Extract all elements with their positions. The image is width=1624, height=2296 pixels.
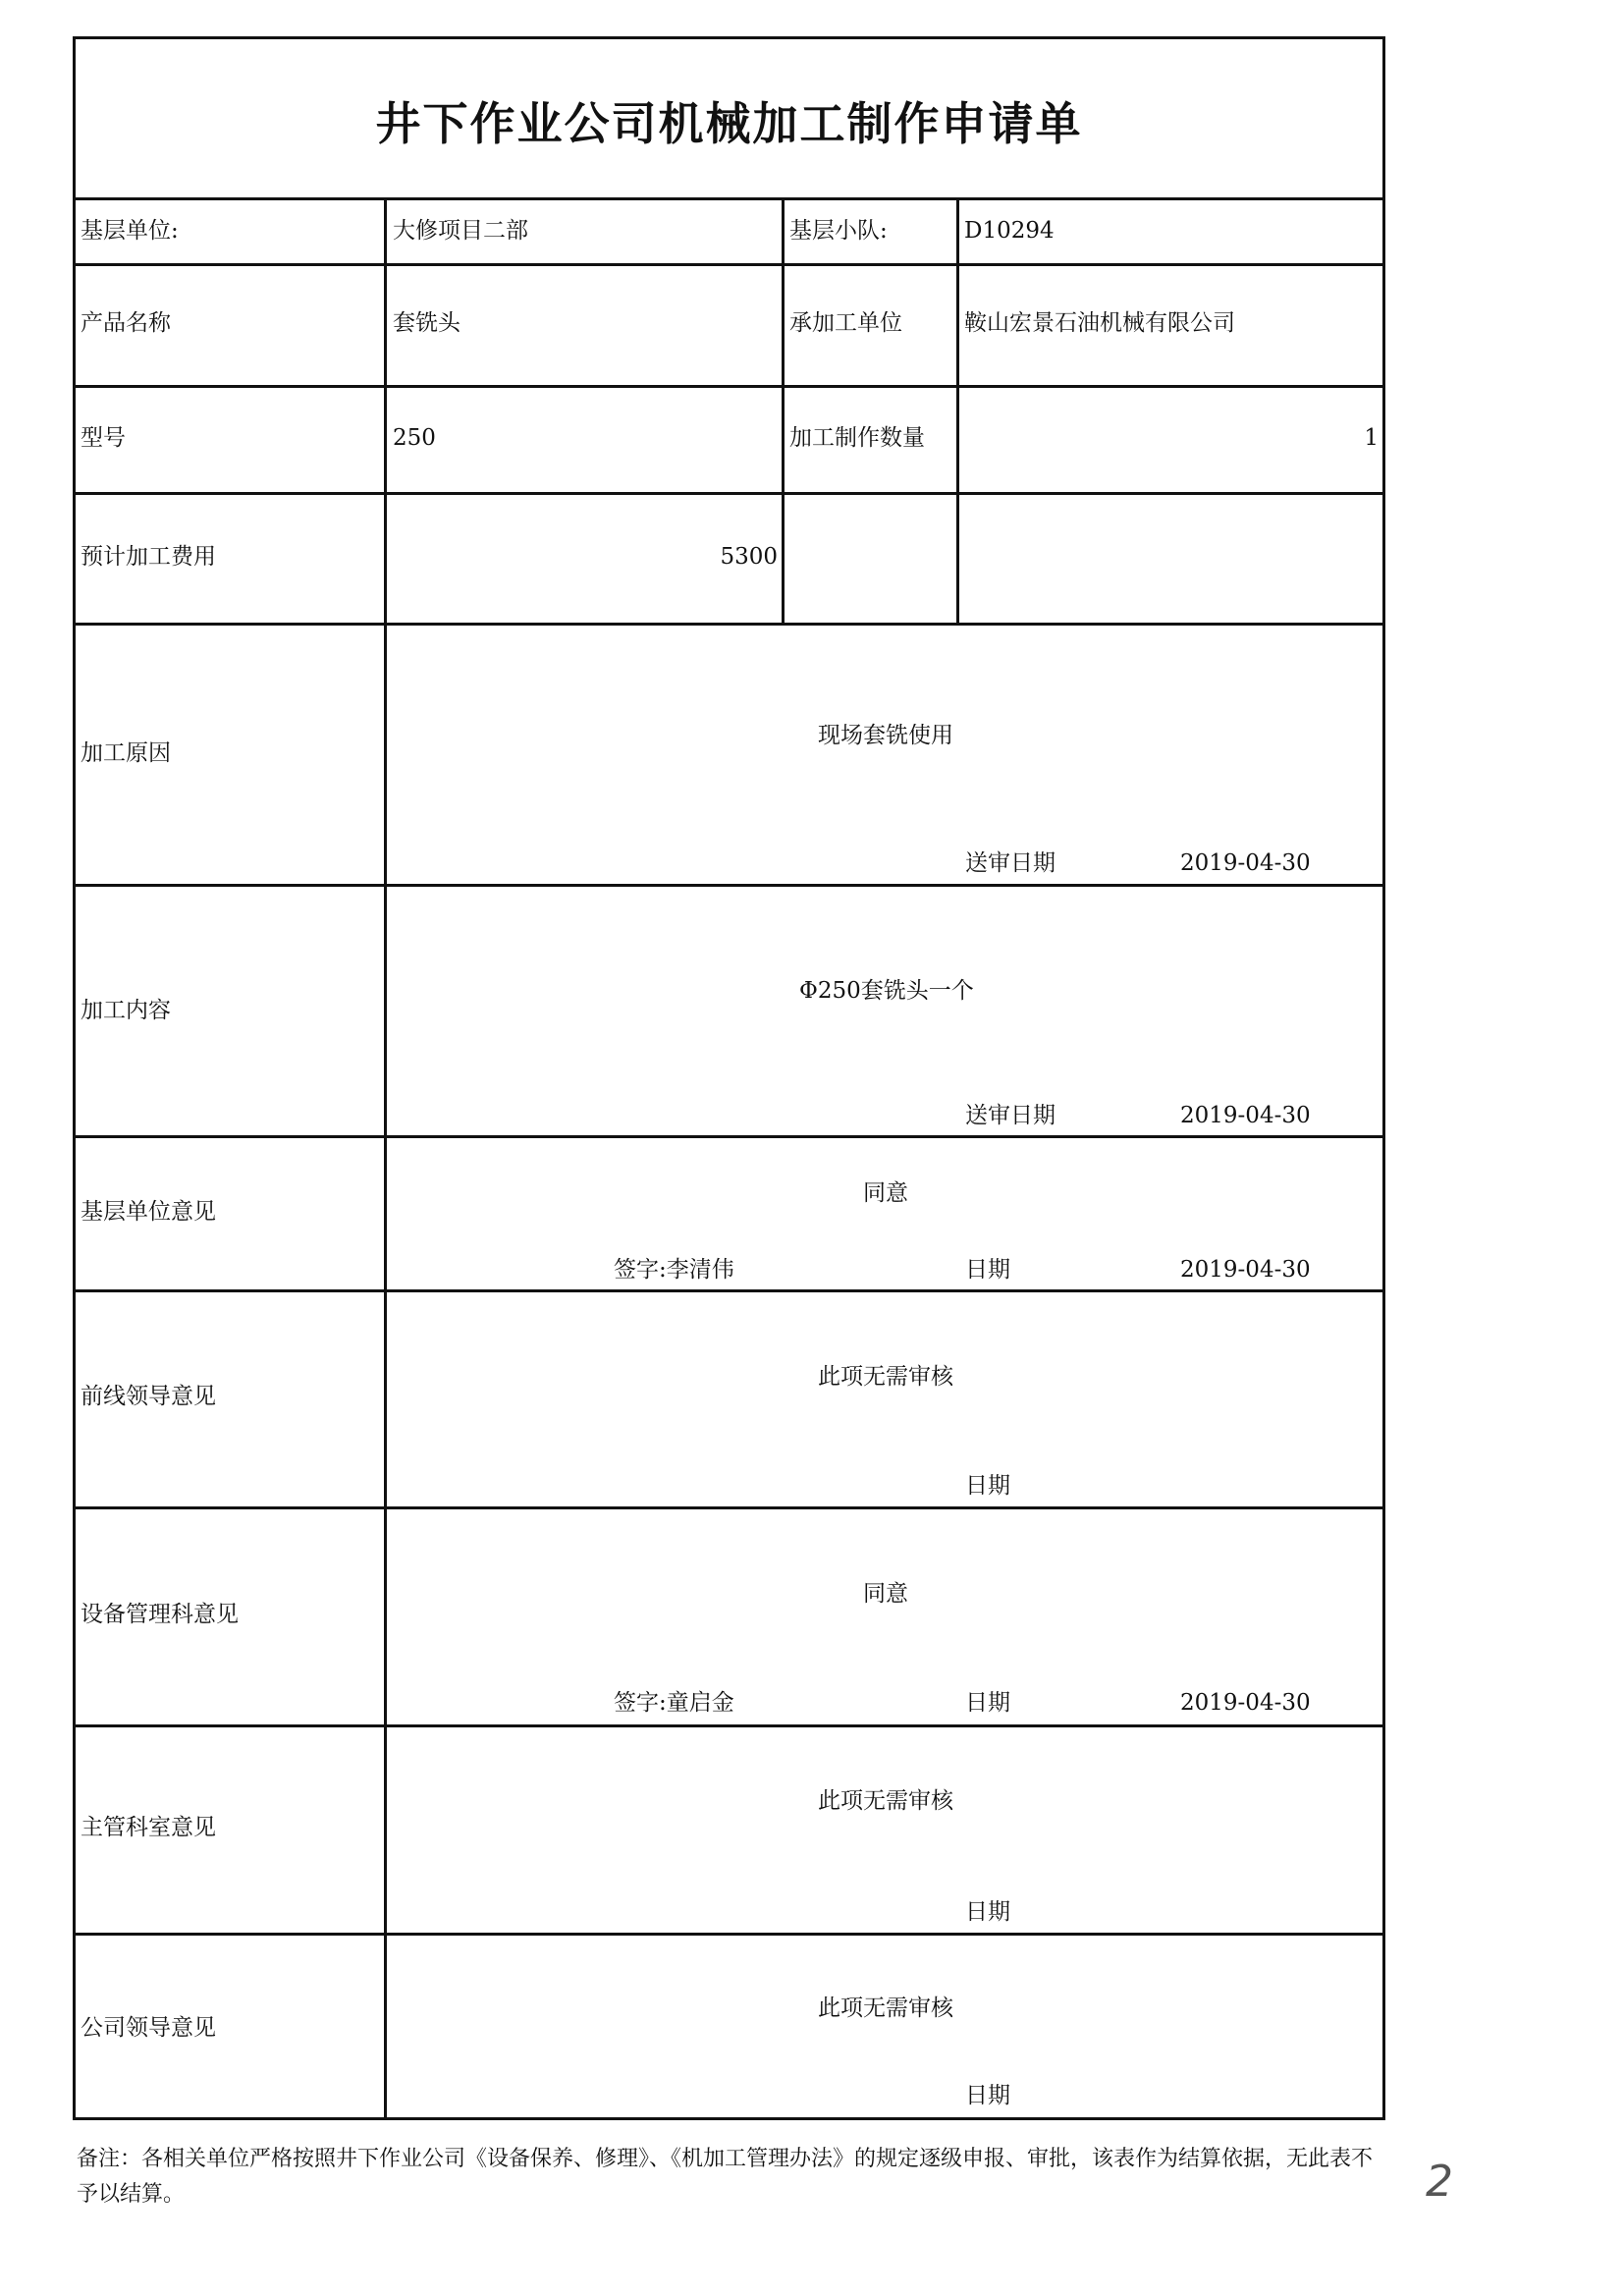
quantity-value: 1 bbox=[1364, 425, 1379, 451]
product-value: 套铣头 bbox=[393, 310, 460, 336]
column-divider bbox=[782, 197, 785, 623]
row-divider bbox=[76, 623, 1382, 626]
column-divider bbox=[384, 197, 387, 2120]
contractor-value: 鞍山宏景石油机械有限公司 bbox=[964, 310, 1235, 336]
column-divider bbox=[956, 197, 959, 623]
dept-opinion-date-label: 日期 bbox=[965, 1899, 1010, 1925]
frontline-opinion-content: 此项无需审核 bbox=[818, 1364, 953, 1390]
quantity-label: 加工制作数量 bbox=[789, 425, 925, 451]
leader-opinion-label: 公司领导意见 bbox=[81, 2015, 216, 2041]
form-title: 井下作业公司机械加工制作申请单 bbox=[375, 97, 1083, 150]
content-date-value: 2019-04-30 bbox=[1180, 1103, 1311, 1128]
leader-opinion-date-label: 日期 bbox=[965, 2083, 1010, 2108]
team-label: 基层小队: bbox=[789, 218, 888, 244]
row-divider bbox=[76, 492, 1382, 495]
content-content: Φ250套铣头一个 bbox=[799, 978, 974, 1004]
page-number-handwritten: 2 bbox=[1426, 2157, 1453, 2207]
unit-opinion-label: 基层单位意见 bbox=[81, 1199, 216, 1225]
frontline-opinion-date-label: 日期 bbox=[965, 1473, 1010, 1499]
application-form bbox=[73, 36, 1385, 2120]
row-divider bbox=[76, 1135, 1382, 1138]
reason-label: 加工原因 bbox=[81, 740, 171, 766]
dept-opinion-content: 此项无需审核 bbox=[818, 1788, 953, 1814]
unit-opinion-date-value: 2019-04-30 bbox=[1180, 1257, 1311, 1283]
product-label: 产品名称 bbox=[81, 310, 171, 336]
row-divider bbox=[76, 1724, 1382, 1727]
cost-label: 预计加工费用 bbox=[81, 544, 216, 570]
cost-value: 5300 bbox=[720, 544, 778, 570]
model-value: 250 bbox=[393, 425, 436, 451]
equipment-opinion-date-value: 2019-04-30 bbox=[1180, 1690, 1311, 1716]
reason-date-value: 2019-04-30 bbox=[1180, 850, 1311, 876]
equipment-opinion-date-label: 日期 bbox=[965, 1690, 1010, 1716]
equipment-opinion-label: 设备管理科意见 bbox=[81, 1602, 239, 1627]
equipment-opinion-content: 同意 bbox=[863, 1581, 908, 1607]
unit-label: 基层单位: bbox=[81, 218, 179, 244]
dept-opinion-label: 主管科室意见 bbox=[81, 1815, 216, 1840]
content-date-label: 送审日期 bbox=[965, 1103, 1056, 1128]
unit-opinion-date-label: 日期 bbox=[965, 1257, 1010, 1283]
model-label: 型号 bbox=[81, 425, 126, 451]
reason-content: 现场套铣使用 bbox=[818, 723, 953, 748]
row-divider bbox=[76, 1506, 1382, 1509]
unit-value: 大修项目二部 bbox=[393, 218, 528, 244]
content-label: 加工内容 bbox=[81, 998, 171, 1023]
equipment-opinion-sign: 签字:童启金 bbox=[614, 1690, 734, 1716]
row-divider bbox=[76, 385, 1382, 388]
row-divider bbox=[76, 263, 1382, 266]
row-divider bbox=[76, 197, 1382, 200]
footnote: 备注：各相关单位严格按照井下作业公司《设备保养、修理》、《机加工管理办法》的规定逐级申报、审批，该表作为结算依据，无此表不予以结算。 bbox=[77, 2147, 1374, 2207]
team-value: D10294 bbox=[964, 218, 1055, 244]
unit-opinion-content: 同意 bbox=[863, 1180, 908, 1206]
row-divider bbox=[76, 1933, 1382, 1936]
leader-opinion-content: 此项无需审核 bbox=[818, 1995, 953, 2021]
row-divider bbox=[76, 884, 1382, 887]
contractor-label: 承加工单位 bbox=[789, 310, 902, 336]
reason-date-label: 送审日期 bbox=[965, 850, 1056, 876]
frontline-opinion-label: 前线领导意见 bbox=[81, 1384, 216, 1409]
unit-opinion-sign: 签字:李清伟 bbox=[614, 1257, 734, 1283]
row-divider bbox=[76, 1289, 1382, 1292]
